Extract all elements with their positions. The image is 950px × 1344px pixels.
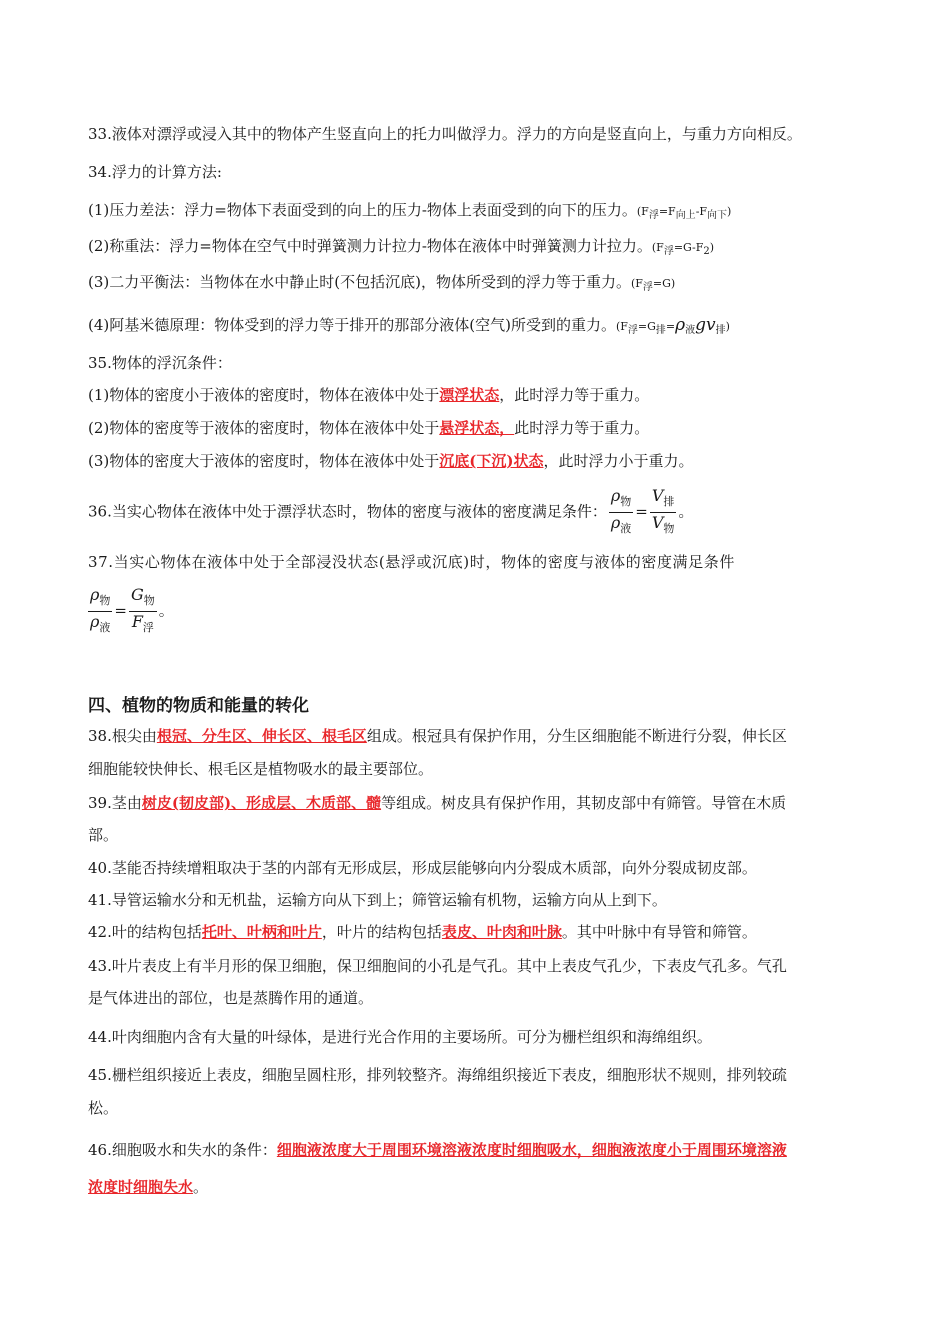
paragraph-37-formula: $\frac{\rho_物}{\rho_液}$ = $\frac{G_物}{F_浮}$ 。 — [86, 585, 866, 635]
formula-archimedes: (F浮=G排=ρ液gv排) — [615, 315, 730, 336]
paragraph-41: 41.导管运输水分和无机盐，运输方向从下到上；筛管运输有机物，运输方向从上到下。 — [88, 891, 667, 909]
paragraph-38: 38.根尖由根冠、分生区、伸长区、根毛区组成。根冠具有保护作用，分生区细胞能不断进行分裂，伸长区 — [88, 727, 787, 745]
density-fraction-left: $\frac{\rho_物}{\rho_液}$ — [90, 585, 111, 635]
paragraph-34-3: (3)二力平衡法：当物体在水中静止时(不包括沉底)，物体所受到的浮力等于重力。(F浮=G) — [88, 273, 676, 293]
paragraph-37: 37.当实心物体在液体中处于全部浸没状态(悬浮或沉底)时，物体的密度与液体的密度满足条件 — [88, 553, 735, 571]
paragraph-35: 35.物体的浮沉条件： — [88, 354, 232, 372]
formula-balance: (F浮=G) — [630, 277, 676, 293]
highlight-sinking: 沉底(下沉)状态 — [439, 452, 544, 470]
paragraph-38-cont: 细胞能较快伸长、根毛区是植物吸水的最主要部位。 — [88, 760, 434, 778]
highlight-floating: 漂浮状态 — [439, 386, 500, 404]
highlight-stem-parts: 树皮(韧皮部)、形成层、木质部、髓 — [141, 794, 382, 812]
paragraph-44: 44.叶肉细胞内含有大量的叶绿体，是进行光合作用的主要场所。可分为栅栏组织和海绵组织。 — [88, 1028, 712, 1046]
paragraph-33: 33.液体对漂浮或浸入其中的物体产生竖直向上的托力叫做浮力。浮力的方向是竖直向上，与重力方向相反。 — [88, 125, 802, 143]
formula-weighing: (F浮=G-F2) — [651, 241, 715, 257]
paragraph-45: 45.栅栏组织接近上表皮，细胞呈圆柱形，排列较整齐。海绵组织接近下表皮，细胞形状不规则，排列较疏 — [88, 1066, 787, 1084]
paragraph-43: 43.叶片表皮上有半月形的保卫细胞，保卫细胞间的小孔是气孔。其中上表皮气孔少，下表皮气孔多。气孔 — [88, 957, 787, 975]
highlight-suspended: 悬浮状态， — [439, 419, 515, 437]
paragraph-35-1: (1)物体的密度小于液体的密度时，物体在液体中处于漂浮状态，此时浮力等于重力。 — [88, 386, 650, 404]
force-fraction-right: $\frac{G_物}{F_浮}$ — [130, 585, 155, 635]
paragraph-35-2: (2)物体的密度等于液体的密度时，物体在液体中处于悬浮状态，此时浮力等于重力。 — [88, 419, 650, 437]
paragraph-34-4: (4)阿基米德原理：物体受到的浮力等于排开的那部分液体(空气)所受到的重力。(F浮=G排=ρ液gv排) — [88, 315, 730, 336]
paragraph-36: 36.当实心物体在液体中处于漂浮状态时，物体的密度与液体的密度满足条件： $\frac{\rho_物}{\rho_液}$ = $\frac{V_排}{V_物}$ 。 — [88, 486, 868, 536]
highlight-leaf-structure: 托叶、叶柄和叶片 — [201, 923, 322, 941]
paragraph-39-cont: 部。 — [88, 826, 119, 844]
paragraph-45-cont: 松。 — [88, 1099, 119, 1117]
paragraph-40: 40.茎能否持续增粗取决于茎的内部有无形成层，形成层能够向内分裂成木质部，向外分裂成韧皮部。 — [88, 859, 757, 877]
paragraph-39: 39.茎由树皮(韧皮部)、形成层、木质部、髓等组成。树皮具有保护作用，其韧皮部中有筛管。导管在木质 — [88, 794, 787, 812]
paragraph-46-cont: 浓度时细胞失水。 — [88, 1178, 209, 1196]
highlight-water-condition: 细胞液浓度大于周围环境溶液浓度时细胞吸水，细胞液浓度小于周围环境溶液 — [276, 1141, 787, 1159]
paragraph-46: 46.细胞吸水和失水的条件：细胞液浓度大于周围环境溶液浓度时细胞吸水，细胞液浓度小于周围环境溶液 — [88, 1141, 787, 1159]
formula-pressure-difference: (F浮=F向上-F向下) — [636, 205, 732, 221]
paragraph-34-1: (1)压力差法：浮力=物体下表面受到的向上的压力-物体上表面受到的向下的压力。(F浮=F向上-F向下) — [88, 201, 732, 221]
highlight-root-zones: 根冠、分生区、伸长区、根毛区 — [156, 727, 367, 745]
section-heading-4: 四、植物的物质和能量的转化 — [88, 696, 309, 716]
highlight-blade-structure: 表皮、叶肉和叶脉 — [441, 923, 562, 941]
volume-fraction-right: $\frac{V_排}{V_物}$ — [651, 486, 675, 536]
density-fraction-left: $\frac{\rho_物}{\rho_液}$ — [610, 486, 632, 536]
paragraph-34: 34.浮力的计算方法: — [88, 163, 222, 181]
paragraph-35-3: (3)物体的密度大于液体的密度时，物体在液体中处于沉底(下沉)状态，此时浮力小于重力。 — [88, 452, 694, 470]
paragraph-43-cont: 是气体进出的部位，也是蒸腾作用的通道。 — [88, 989, 374, 1007]
highlight-water-condition-cont: 浓度时细胞失水 — [88, 1178, 194, 1196]
paragraph-34-2: (2)称重法：浮力=物体在空气中时弹簧测力计拉力-物体在液体中时弹簧测力计拉力。(F浮=G-F2) — [88, 237, 715, 257]
paragraph-42: 42.叶的结构包括托叶、叶柄和叶片，叶片的结构包括表皮、叶肉和叶脉。其中叶脉中有导管和筛管。 — [88, 923, 757, 941]
